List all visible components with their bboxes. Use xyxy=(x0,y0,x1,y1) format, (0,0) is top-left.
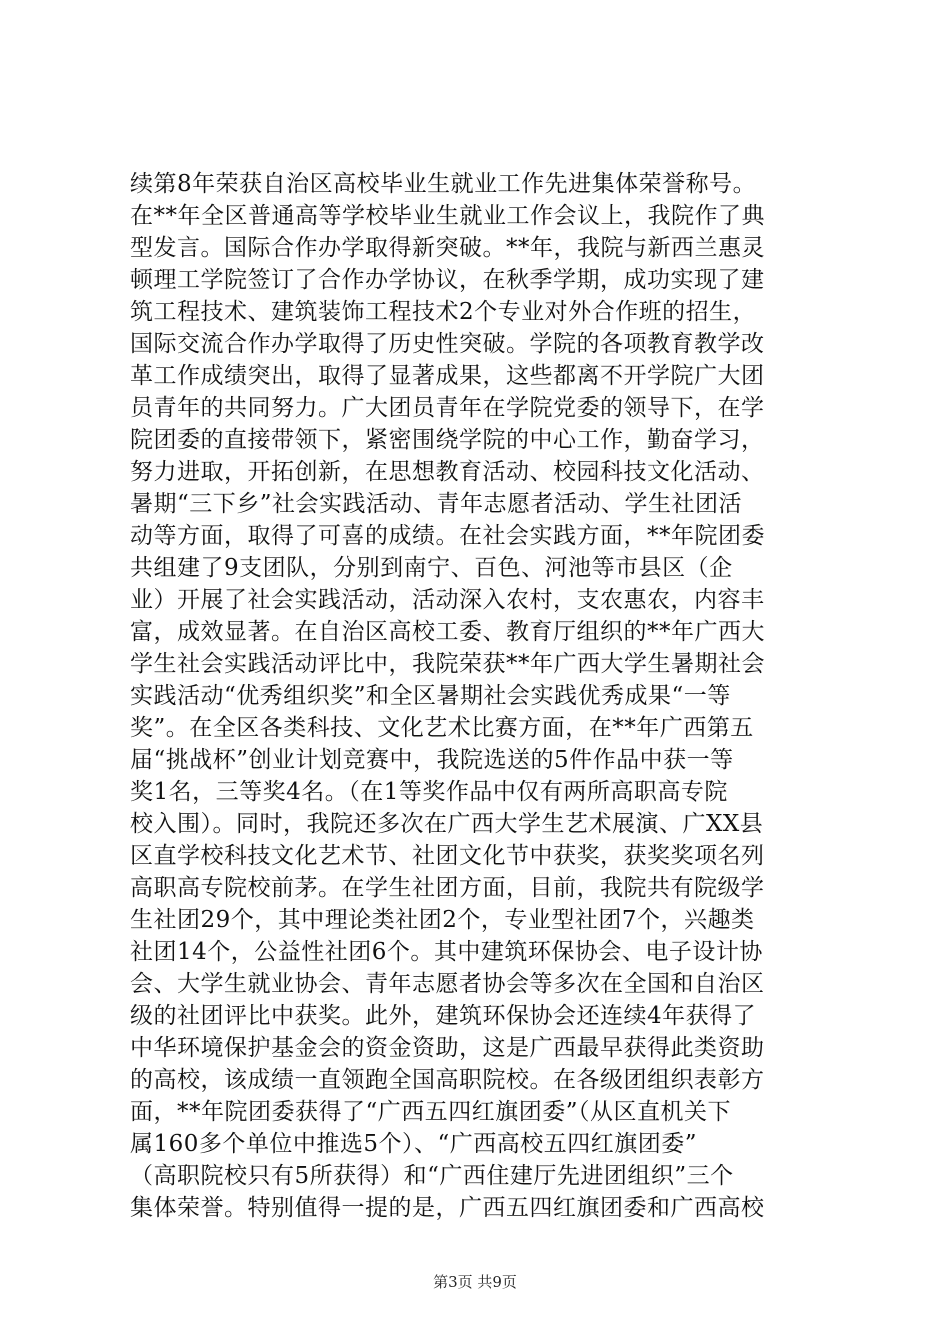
text-line: 奖”。在全区各类科技、文化艺术比赛方面，在**年广西第五 xyxy=(130,715,754,741)
text-line: 会、大学生就业协会、青年志愿者协会等多次在全国和自治区 xyxy=(130,971,765,997)
text-line: 学生社会实践活动评比中，我院荣获**年广西大学生暑期社会 xyxy=(130,651,765,677)
text-line: 业）开展了社会实践活动，活动深入农村，支农惠农，内容丰 xyxy=(130,587,765,613)
text-line: 实践活动“优秀组织奖”和全区暑期社会实践优秀成果“一等 xyxy=(130,683,731,709)
text-line: 届“挑战杯”创业计划竞赛中，我院选送的5件作品中获一等 xyxy=(130,747,734,773)
text-line: 共组建了9支团队，分别到南宁、百色、河池等市县区（企 xyxy=(130,555,733,581)
text-line: 筑工程技术、建筑装饰工程技术2个专业对外合作班的招生， xyxy=(130,299,757,325)
text-line: 奖1名，三等奖4名。（在1等奖作品中仅有两所高职高专院 xyxy=(130,779,728,805)
text-line: 顿理工学院签订了合作办学协议，在秋季学期，成功实现了建 xyxy=(130,267,765,293)
text-line: 属160多个单位中推选5个）、“广西高校五四红旗团委” xyxy=(130,1131,698,1157)
text-line: 校入围）。同时，我院还多次在广西大学生艺术展演、广XX县 xyxy=(130,811,764,837)
text-line: 级的社团评比中获奖。此外，建筑环保协会还连续4年获得了 xyxy=(130,1003,757,1029)
text-line: 动等方面，取得了可喜的成绩。在社会实践方面，**年院团委 xyxy=(130,523,765,549)
text-line: 续第8年荣获自治区高校毕业生就业工作先进集体荣誉称号。 xyxy=(130,171,757,197)
text-line: 集体荣誉。特别值得一提的是，广西五四红旗团委和广西高校 xyxy=(130,1195,765,1221)
text-line: 的高校，该成绩一直领跑全国高职院校。在各级团组织表彰方 xyxy=(130,1067,765,1093)
text-line: 富，成效显著。在自治区高校工委、教育厅组织的**年广西大 xyxy=(130,619,765,645)
body-text xyxy=(130,168,830,1224)
text-line: 员青年的共同努力。广大团员青年在学院党委的领导下，在学 xyxy=(130,395,765,421)
text-line: 社团14个，公益性社团6个。其中建筑环保协会、电子设计协 xyxy=(130,939,763,965)
text-line: 暑期“三下乡”社会实践活动、青年志愿者活动、学生社团活 xyxy=(130,491,743,517)
text-line: 院团委的直接带领下，紧密围绕学院的中心工作，勤奋学习， xyxy=(130,427,765,453)
text-line: 生社团29个，其中理论类社团2个，专业型社团7个，兴趣类 xyxy=(130,907,755,933)
text-line: 型发言。国际合作办学取得新突破。**年，我院与新西兰惠灵 xyxy=(130,235,765,261)
text-line: （高职院校只有5所获得）和“广西住建厅先进团组织”三个 xyxy=(130,1163,734,1189)
text-line: 革工作成绩突出，取得了显著成果，这些都离不开学院广大团 xyxy=(130,363,765,389)
page-footer xyxy=(0,1271,950,1292)
text-line: 中华环境保护基金会的资金资助，这是广西最早获得此类资助 xyxy=(130,1035,765,1061)
page-indicator: 第3页 共9页 xyxy=(433,1273,517,1291)
text-line: 努力进取，开拓创新，在思想教育活动、校园科技文化活动、 xyxy=(130,459,765,485)
text-line: 区直学校科技文化艺术节、社团文化节中获奖，获奖奖项名列 xyxy=(130,843,765,869)
text-line: 高职高专院校前茅。在学生社团方面，目前，我院共有院级学 xyxy=(130,875,765,901)
text-line: 国际交流合作办学取得了历史性突破。学院的各项教育教学改 xyxy=(130,331,765,357)
text-line: 面，**年院团委获得了“广西五四红旗团委”（从区直机关下 xyxy=(130,1099,732,1125)
text-line: 在**年全区普通高等学校毕业生就业工作会议上，我院作了典 xyxy=(130,203,765,229)
